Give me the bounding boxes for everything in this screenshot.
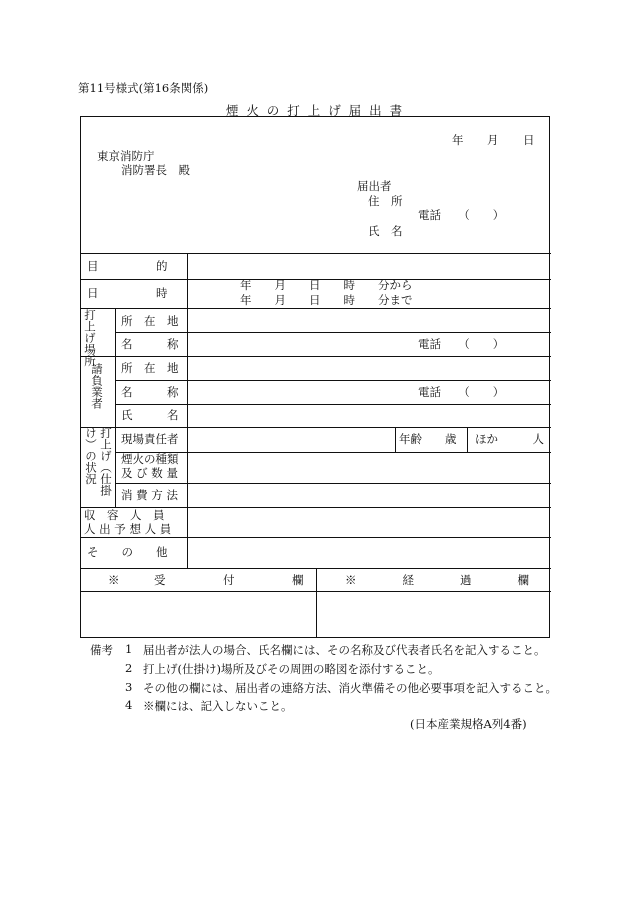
site-address-label: 所 在 地 [121,314,179,328]
form-number: 第11号様式(第16条関係) [78,81,209,95]
chief-addressee: 消防署長 殿 [121,163,190,177]
site-name-label: 名 称 [121,337,179,351]
note-1: 届出者が法人の場合、氏名欄には、その名称及び代表者氏名を記入すること。 [143,643,546,657]
reception-column-label: ※ 受 付 欄 [108,573,304,587]
site-phone-label: 電話 （ ） [418,337,505,351]
contractor-phone-label: 電話 （ ） [418,385,505,399]
site-group-label: 打上げ場所 [83,309,97,367]
note-2-number: 2 [125,661,133,675]
datetime-to: 年 月 日 時 分まで [240,293,413,307]
note-2: 打上げ(仕掛け)場所及びその周囲の略図を添付すること。 [143,662,440,676]
paper-size-note: (日本産業規格A列4番) [410,717,527,731]
note-3: その他の欄には、届出者の連絡方法、消火準備その他必要事項を記入すること。 [143,681,557,695]
purpose-label: 目 的 [87,259,168,273]
notes-label: 備考 [90,643,113,657]
applicant-phone-label: 電話 （ ） [418,208,505,222]
progress-column-label: ※ 経 過 欄 [345,573,529,587]
contractor-name-label: 名 称 [121,385,179,399]
agency-name: 東京消防庁 [97,149,155,163]
status-group-label-a: 打上げ︵仕掛 [99,427,113,496]
other-label: そ の 他 [87,545,168,559]
fireworks-type-label-1: 煙火の種類 [121,452,179,466]
consumption-label: 消 費 方 法 [121,488,178,502]
supervisor-label: 現場責任者 [121,432,179,446]
applicant-label: 届出者 [357,179,392,193]
date-day-label: 日 [523,133,535,147]
address-label: 住 所 [368,194,403,208]
contractor-group-label: 請負業者 [90,363,104,409]
supervisor-age: 年齢 歳 [399,432,457,446]
capacity-label: 収 容 人 員 [84,508,165,522]
datetime-label: 日 時 [87,286,168,300]
note-4: ※欄には、記入しないこと。 [143,699,293,713]
name-label: 氏 名 [368,224,403,238]
note-4-number: 4 [125,698,133,712]
date-month-label: 月 [487,133,499,147]
fireworks-type-label-2: 及 び 数 量 [121,466,178,480]
datetime-from: 年 月 日 時 分から [240,278,413,292]
form-table [80,116,550,638]
contractor-address-label: 所 在 地 [121,361,179,375]
attendance-label: 人 出 予 想 人 員 [84,522,172,536]
note-3-number: 3 [125,680,133,694]
others-count: ほか 人 [475,432,544,446]
contractor-person-label: 氏 名 [121,408,179,422]
page-title: 煙 火 の 打 上 げ 届 出 書 [225,103,405,118]
status-group-label-b: け︶の状況 [84,427,98,485]
date-year-label: 年 [452,133,464,147]
note-1-number: 1 [125,642,133,656]
